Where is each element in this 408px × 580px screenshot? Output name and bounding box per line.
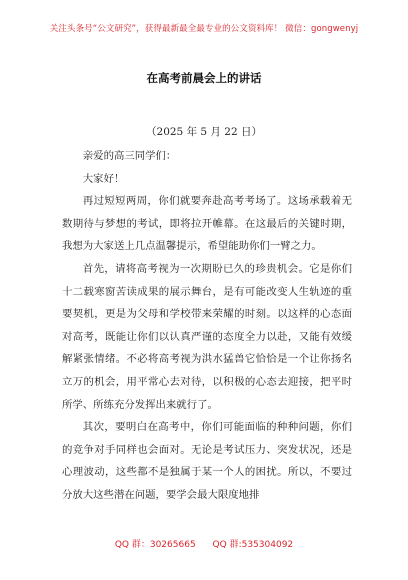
salutation: 亲爱的高三同学们： <box>82 150 177 162</box>
paragraph-1: 再过短短两周，你们就要奔赴高考考场了。这场承载着无数期待与梦想的考试，即将拉开帷幕。在这最后的关键时期，我想为大家送上几点温馨提示，希望能助你们一臂之力。 <box>62 195 352 253</box>
page-header <box>0 22 408 34</box>
header-promo-text: 关注头条号“公文研究”，获得最新最全最专业的公文资料库！ 微信：gongwenyj <box>49 24 359 34</box>
page-footer <box>0 537 408 550</box>
greeting: 大家好！ <box>82 172 125 185</box>
paragraph-3: 其次，要明白在高考中，你们可能面临的种种问题，你们的竞争对手同样也会面对。无论是考试压力、突发状况，还是心理波动，这些都不是独属于某一个人的困扰。所以，不要过分放大这些潜在问题，要学会最大限度地排 <box>62 421 352 501</box>
document-title: 在高考前晨会上的讲话 <box>146 71 262 85</box>
footer-qq-group-1: QQ 群：30265665 <box>114 540 196 550</box>
document-date: （2025 年 5 月 22 日） <box>146 126 262 138</box>
footer-qq-group-2: QQ 群:535304092 <box>212 540 294 550</box>
document-body <box>62 145 352 507</box>
paragraph-2: 首先，请将高考视为一次期盼已久的珍贵机会。它是你们十二载寒窗苦读成果的展示舞台，是有可能改变人生轨迹的重要契机，更是为父母和学校带来荣耀的时刻。以这样的心态面对高考，既能让你们以认真严谨的态度全力以赴，又能有效缓解紧张情绪。不必将高考视为洪水猛兽它恰恰是一个让你扬名立万的机会，用平常心去对待，以积极的心态去迎接，把平时所学、所练充分发挥出来就行了。 <box>62 262 352 411</box>
